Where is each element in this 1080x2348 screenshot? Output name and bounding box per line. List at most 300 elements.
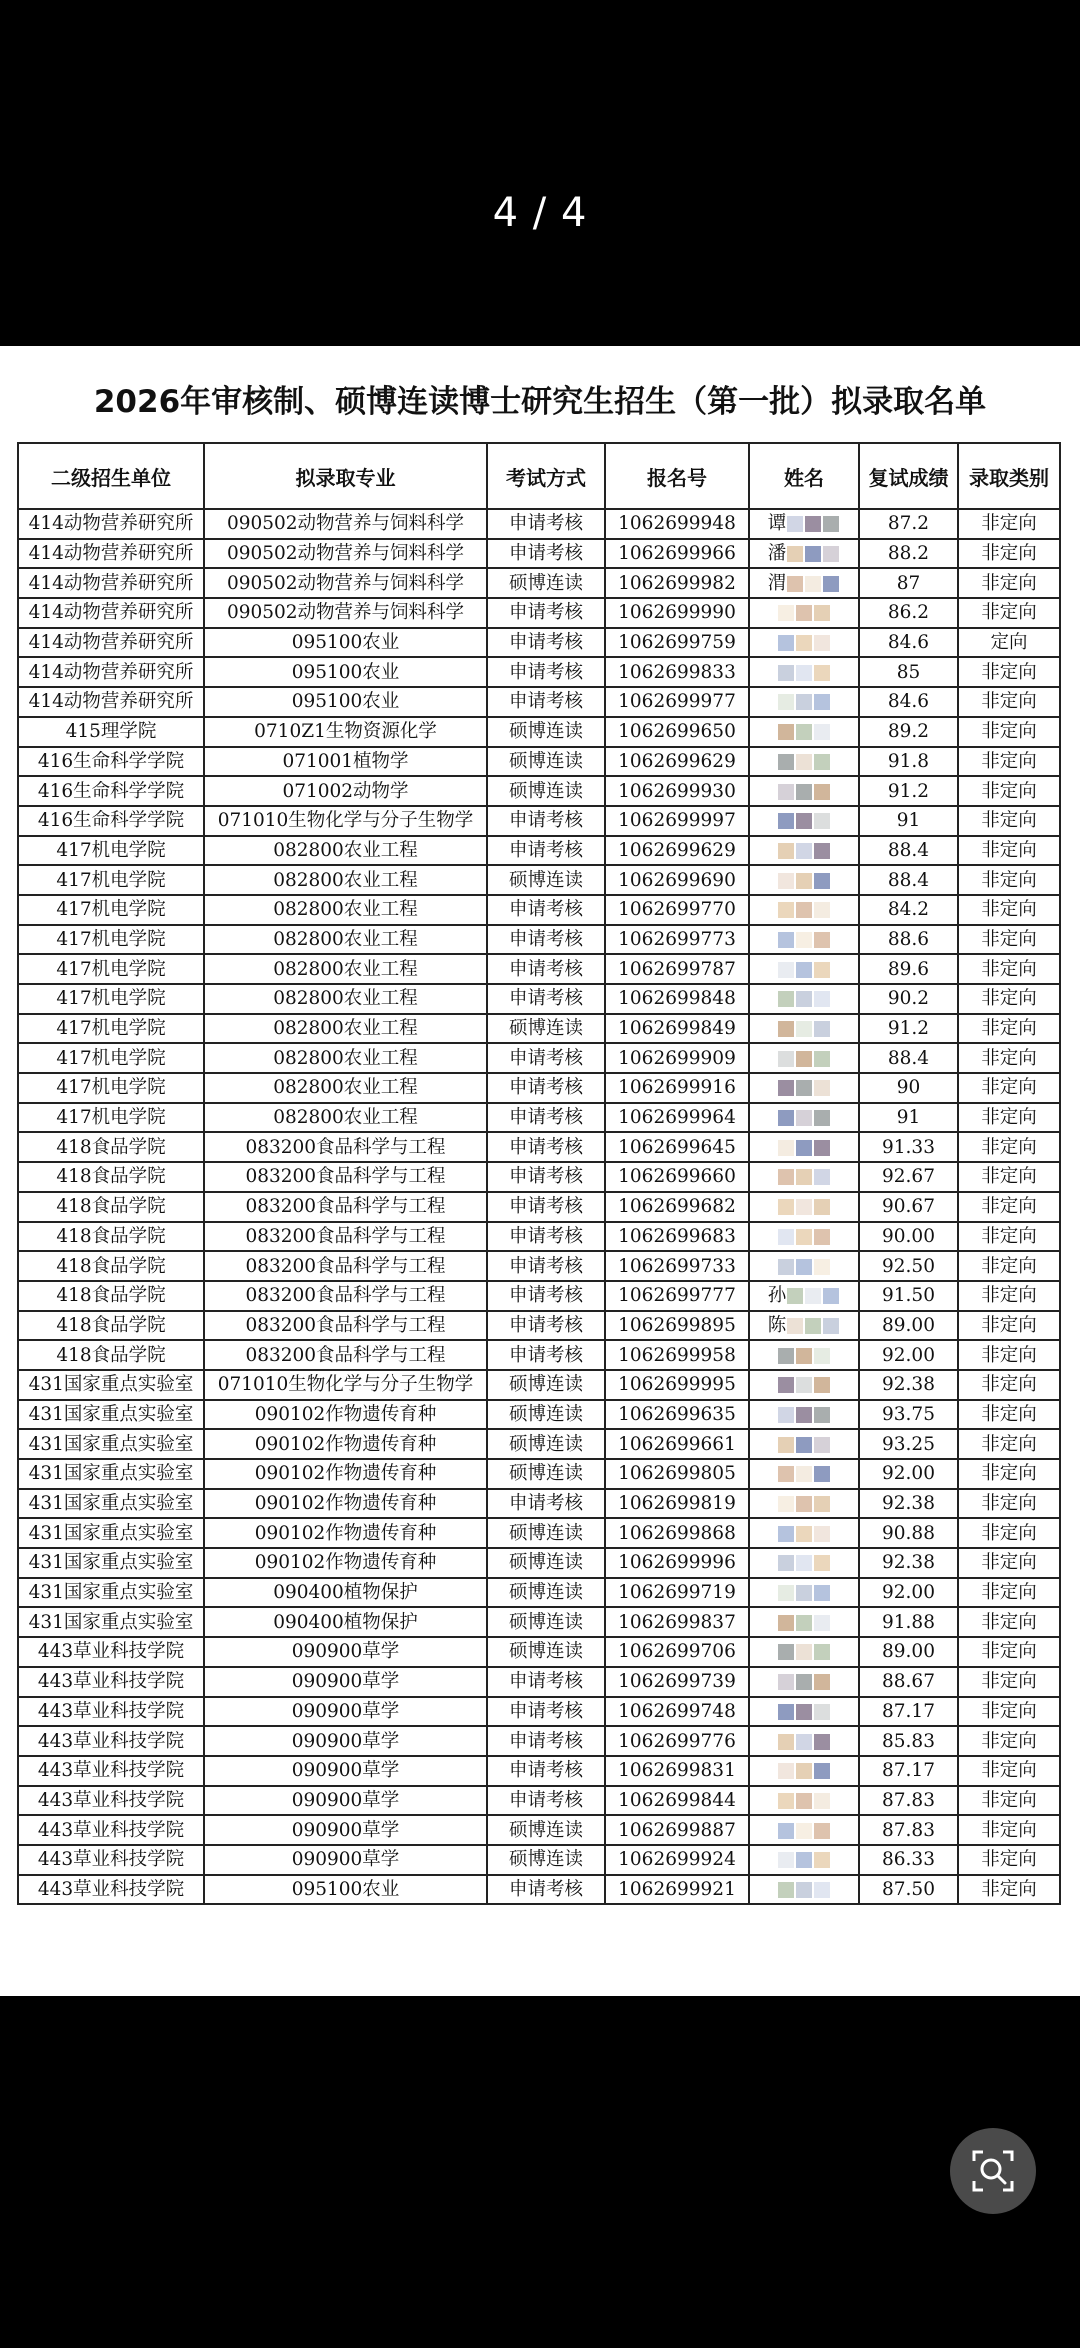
table-row xyxy=(18,806,1060,836)
cell-reg-no: 1062699650 xyxy=(605,717,749,747)
redaction-mosaic xyxy=(778,1051,794,1067)
cell-score: 91.2 xyxy=(859,1014,958,1044)
cell-name xyxy=(749,1103,859,1133)
redaction-mosaic xyxy=(823,546,839,562)
name-text: 渭 xyxy=(767,572,787,594)
cell-unit: 431国家重点实验室 xyxy=(18,1518,204,1548)
redaction-mosaic xyxy=(796,1348,812,1364)
cell-category: 非定向 xyxy=(958,1162,1060,1192)
cell-unit: 414动物营养研究所 xyxy=(18,539,204,569)
cell-unit: 418食品学院 xyxy=(18,1340,204,1370)
cell-unit: 418食品学院 xyxy=(18,1162,204,1192)
cell-category: 非定向 xyxy=(958,1192,1060,1222)
cell-name xyxy=(749,1726,859,1756)
redaction-mosaic xyxy=(814,1734,830,1750)
cell-category: 非定向 xyxy=(958,1459,1060,1489)
cell-exam-mode: 硕博连读 xyxy=(487,1548,605,1578)
table-row xyxy=(18,1786,1060,1816)
header-unit: 二级招生单位 xyxy=(18,443,204,509)
cell-name xyxy=(749,509,859,539)
table-row xyxy=(18,1607,1060,1637)
redaction-mosaic xyxy=(805,1288,821,1304)
cell-score: 84.6 xyxy=(859,628,958,658)
header-category: 录取类别 xyxy=(958,443,1060,509)
redaction-mosaic xyxy=(787,516,803,532)
redaction-mosaic xyxy=(796,1407,812,1423)
cell-category: 非定向 xyxy=(958,1251,1060,1281)
cell-major: 082800农业工程 xyxy=(204,895,487,925)
cell-name xyxy=(749,568,859,598)
cell-unit: 431国家重点实验室 xyxy=(18,1429,204,1459)
cell-score: 92.00 xyxy=(859,1459,958,1489)
cell-unit: 431国家重点实验室 xyxy=(18,1548,204,1578)
redaction-mosaic xyxy=(814,724,830,740)
redaction-mosaic xyxy=(814,1199,830,1215)
redaction-mosaic xyxy=(796,1615,812,1631)
cell-exam-mode: 申请考核 xyxy=(487,657,605,687)
header-major: 拟录取专业 xyxy=(204,443,487,509)
cell-score: 85 xyxy=(859,657,958,687)
redaction-mosaic xyxy=(814,902,830,918)
redaction-mosaic xyxy=(814,962,830,978)
page-counter: 4 / 4 xyxy=(492,190,588,236)
cell-name xyxy=(749,1429,859,1459)
redaction-mosaic xyxy=(796,873,812,889)
redaction-mosaic xyxy=(778,1644,794,1660)
redaction-mosaic xyxy=(778,813,794,829)
cell-name xyxy=(749,1311,859,1341)
redaction-mosaic xyxy=(778,1615,794,1631)
cell-exam-mode: 申请考核 xyxy=(487,1756,605,1786)
redaction-mosaic xyxy=(778,1021,794,1037)
redaction-mosaic xyxy=(796,1437,812,1453)
cell-reg-no: 1062699995 xyxy=(605,1370,749,1400)
cell-category: 非定向 xyxy=(958,747,1060,777)
cell-category: 非定向 xyxy=(958,954,1060,984)
cell-reg-no: 1062699690 xyxy=(605,865,749,895)
cell-reg-no: 1062699964 xyxy=(605,1103,749,1133)
cell-reg-no: 1062699629 xyxy=(605,747,749,777)
cell-category: 非定向 xyxy=(958,806,1060,836)
cell-category: 非定向 xyxy=(958,1697,1060,1727)
cell-reg-no: 1062699909 xyxy=(605,1043,749,1073)
cell-name xyxy=(749,1251,859,1281)
cell-exam-mode: 申请考核 xyxy=(487,806,605,836)
cell-exam-mode: 硕博连读 xyxy=(487,1370,605,1400)
cell-exam-mode: 申请考核 xyxy=(487,1281,605,1311)
cell-exam-mode: 硕博连读 xyxy=(487,1637,605,1667)
header-reg-no: 报名号 xyxy=(605,443,749,509)
redaction-mosaic xyxy=(796,1140,812,1156)
cell-reg-no: 1062699831 xyxy=(605,1756,749,1786)
table-row xyxy=(18,1103,1060,1133)
cell-name xyxy=(749,1637,859,1667)
cell-reg-no: 1062699990 xyxy=(605,598,749,628)
cell-score: 85.83 xyxy=(859,1726,958,1756)
cell-exam-mode: 申请考核 xyxy=(487,1875,605,1905)
cell-unit: 418食品学院 xyxy=(18,1281,204,1311)
cell-unit: 416生命科学学院 xyxy=(18,776,204,806)
cell-name xyxy=(749,895,859,925)
cell-unit: 443草业科技学院 xyxy=(18,1845,204,1875)
table-row xyxy=(18,1043,1060,1073)
table-row xyxy=(18,1251,1060,1281)
cell-unit: 414动物营养研究所 xyxy=(18,687,204,717)
cell-reg-no: 1062699683 xyxy=(605,1222,749,1252)
cell-category: 非定向 xyxy=(958,717,1060,747)
cell-exam-mode: 申请考核 xyxy=(487,598,605,628)
redaction-mosaic xyxy=(778,724,794,740)
cell-name xyxy=(749,865,859,895)
cell-reg-no: 1062699887 xyxy=(605,1815,749,1845)
redaction-mosaic xyxy=(814,1674,830,1690)
cell-major: 095100农业 xyxy=(204,657,487,687)
name-text: 陈 xyxy=(767,1314,787,1336)
cell-category: 非定向 xyxy=(958,1132,1060,1162)
cell-unit: 431国家重点实验室 xyxy=(18,1489,204,1519)
cell-score: 92.38 xyxy=(859,1370,958,1400)
cell-unit: 417机电学院 xyxy=(18,865,204,895)
redaction-mosaic xyxy=(814,1793,830,1809)
redaction-mosaic xyxy=(814,1080,830,1096)
table-row xyxy=(18,687,1060,717)
redaction-mosaic xyxy=(796,813,812,829)
cell-exam-mode: 硕博连读 xyxy=(487,776,605,806)
redaction-mosaic xyxy=(805,576,821,592)
cell-score: 91 xyxy=(859,806,958,836)
table-row xyxy=(18,1637,1060,1667)
redaction-mosaic xyxy=(814,813,830,829)
redaction-mosaic xyxy=(814,1466,830,1482)
cell-category: 非定向 xyxy=(958,1786,1060,1816)
table-row xyxy=(18,1875,1060,1905)
cell-unit: 431国家重点实验室 xyxy=(18,1607,204,1637)
cell-exam-mode: 硕博连读 xyxy=(487,1607,605,1637)
cell-reg-no: 1062699982 xyxy=(605,568,749,598)
cell-reg-no: 1062699849 xyxy=(605,1014,749,1044)
table-row xyxy=(18,1548,1060,1578)
table-row xyxy=(18,1459,1060,1489)
cell-score: 91.2 xyxy=(859,776,958,806)
redaction-mosaic xyxy=(814,754,830,770)
redaction-mosaic xyxy=(778,1734,794,1750)
cell-reg-no: 1062699661 xyxy=(605,1429,749,1459)
cell-score: 84.2 xyxy=(859,895,958,925)
cell-category: 非定向 xyxy=(958,657,1060,687)
cell-exam-mode: 申请考核 xyxy=(487,1251,605,1281)
cell-major: 0710Z1生物资源化学 xyxy=(204,717,487,747)
cell-category: 非定向 xyxy=(958,1043,1060,1073)
cell-exam-mode: 硕博连读 xyxy=(487,1014,605,1044)
redaction-mosaic xyxy=(814,1526,830,1542)
cell-unit: 443草业科技学院 xyxy=(18,1786,204,1816)
cell-major: 090102作物遗传育种 xyxy=(204,1548,487,1578)
cell-major: 082800农业工程 xyxy=(204,954,487,984)
cell-score: 88.4 xyxy=(859,836,958,866)
table-row xyxy=(18,568,1060,598)
cell-category: 非定向 xyxy=(958,1726,1060,1756)
cell-reg-no: 1062699629 xyxy=(605,836,749,866)
cell-score: 87.2 xyxy=(859,509,958,539)
cell-score: 91.33 xyxy=(859,1132,958,1162)
cell-exam-mode: 申请考核 xyxy=(487,1340,605,1370)
table-row xyxy=(18,954,1060,984)
cell-name xyxy=(749,539,859,569)
cell-score: 93.25 xyxy=(859,1429,958,1459)
cell-unit: 443草业科技学院 xyxy=(18,1637,204,1667)
cell-score: 89.6 xyxy=(859,954,958,984)
cell-major: 090400植物保护 xyxy=(204,1578,487,1608)
cell-category: 非定向 xyxy=(958,1400,1060,1430)
cell-score: 90 xyxy=(859,1073,958,1103)
table-row xyxy=(18,1578,1060,1608)
redaction-mosaic xyxy=(796,1763,812,1779)
redaction-mosaic xyxy=(805,546,821,562)
redaction-mosaic xyxy=(778,1169,794,1185)
cell-name xyxy=(749,1281,859,1311)
cell-name xyxy=(749,954,859,984)
cell-category: 非定向 xyxy=(958,687,1060,717)
cell-score: 91 xyxy=(859,1103,958,1133)
cell-name xyxy=(749,717,859,747)
cell-major: 083200食品科学与工程 xyxy=(204,1222,487,1252)
cell-major: 071010生物化学与分子生物学 xyxy=(204,806,487,836)
redaction-mosaic xyxy=(778,665,794,681)
cell-category: 非定向 xyxy=(958,984,1060,1014)
cell-unit: 443草业科技学院 xyxy=(18,1875,204,1905)
cell-major: 090900草学 xyxy=(204,1637,487,1667)
redaction-mosaic xyxy=(796,1169,812,1185)
cell-unit: 418食品学院 xyxy=(18,1192,204,1222)
table-row xyxy=(18,1518,1060,1548)
redaction-mosaic xyxy=(814,1169,830,1185)
redaction-mosaic xyxy=(814,694,830,710)
cell-reg-no: 1062699837 xyxy=(605,1607,749,1637)
table-row xyxy=(18,1132,1060,1162)
cell-reg-no: 1062699805 xyxy=(605,1459,749,1489)
redaction-mosaic xyxy=(814,932,830,948)
cell-score: 86.2 xyxy=(859,598,958,628)
cell-reg-no: 1062699895 xyxy=(605,1311,749,1341)
redaction-mosaic xyxy=(778,1437,794,1453)
cell-reg-no: 1062699770 xyxy=(605,895,749,925)
document-title: 2026年审核制、硕博连读博士研究生招生（第一批）拟录取名单 xyxy=(93,384,987,420)
redaction-mosaic xyxy=(814,1644,830,1660)
cell-exam-mode: 申请考核 xyxy=(487,539,605,569)
redaction-mosaic xyxy=(814,1496,830,1512)
image-search-button[interactable] xyxy=(950,2128,1036,2214)
cell-category: 非定向 xyxy=(958,509,1060,539)
cell-score: 86.33 xyxy=(859,1845,958,1875)
cell-name xyxy=(749,1489,859,1519)
cell-major: 083200食品科学与工程 xyxy=(204,1281,487,1311)
cell-exam-mode: 硕博连读 xyxy=(487,1429,605,1459)
table-row xyxy=(18,1222,1060,1252)
name-text: 孙 xyxy=(767,1285,787,1307)
redaction-mosaic xyxy=(778,1348,794,1364)
cell-unit: 417机电学院 xyxy=(18,1014,204,1044)
cell-category: 非定向 xyxy=(958,776,1060,806)
cell-unit: 443草业科技学院 xyxy=(18,1756,204,1786)
cell-exam-mode: 硕博连读 xyxy=(487,1518,605,1548)
cell-unit: 417机电学院 xyxy=(18,984,204,1014)
redaction-mosaic xyxy=(778,1140,794,1156)
cell-unit: 417机电学院 xyxy=(18,1043,204,1073)
cell-name xyxy=(749,1400,859,1430)
cell-unit: 417机电学院 xyxy=(18,954,204,984)
cell-reg-no: 1062699787 xyxy=(605,954,749,984)
table-row xyxy=(18,1162,1060,1192)
cell-unit: 414动物营养研究所 xyxy=(18,568,204,598)
redaction-mosaic xyxy=(814,1615,830,1631)
redaction-mosaic xyxy=(796,784,812,800)
cell-reg-no: 1062699833 xyxy=(605,657,749,687)
table-row xyxy=(18,1815,1060,1845)
cell-name xyxy=(749,1222,859,1252)
redaction-mosaic xyxy=(787,576,803,592)
cell-major: 090900草学 xyxy=(204,1667,487,1697)
redaction-mosaic xyxy=(814,1229,830,1245)
cell-category: 非定向 xyxy=(958,1222,1060,1252)
cell-exam-mode: 硕博连读 xyxy=(487,717,605,747)
cell-exam-mode: 申请考核 xyxy=(487,509,605,539)
table-row xyxy=(18,836,1060,866)
redaction-mosaic xyxy=(796,1377,812,1393)
cell-name xyxy=(749,1815,859,1845)
cell-major: 082800农业工程 xyxy=(204,1014,487,1044)
cell-category: 非定向 xyxy=(958,598,1060,628)
admission-table xyxy=(17,442,1061,1905)
cell-reg-no: 1062699748 xyxy=(605,1697,749,1727)
redaction-mosaic xyxy=(778,873,794,889)
redaction-mosaic xyxy=(778,902,794,918)
cell-major: 095100农业 xyxy=(204,1875,487,1905)
cell-unit: 416生命科学学院 xyxy=(18,747,204,777)
cell-major: 082800农业工程 xyxy=(204,984,487,1014)
cell-exam-mode: 硕博连读 xyxy=(487,865,605,895)
redaction-mosaic xyxy=(814,1704,830,1720)
cell-exam-mode: 申请考核 xyxy=(487,1786,605,1816)
cell-category: 非定向 xyxy=(958,1548,1060,1578)
redaction-mosaic xyxy=(796,724,812,740)
cell-category: 非定向 xyxy=(958,1281,1060,1311)
cell-major: 071002动物学 xyxy=(204,776,487,806)
redaction-mosaic xyxy=(778,1882,794,1898)
cell-major: 090900草学 xyxy=(204,1845,487,1875)
cell-reg-no: 1062699682 xyxy=(605,1192,749,1222)
redaction-mosaic xyxy=(814,843,830,859)
redaction-mosaic xyxy=(796,991,812,1007)
cell-category: 非定向 xyxy=(958,1875,1060,1905)
cell-name xyxy=(749,925,859,955)
redaction-mosaic xyxy=(778,932,794,948)
table-row xyxy=(18,1756,1060,1786)
cell-score: 87.17 xyxy=(859,1756,958,1786)
cell-category: 非定向 xyxy=(958,539,1060,569)
redaction-mosaic xyxy=(796,1080,812,1096)
cell-unit: 417机电学院 xyxy=(18,836,204,866)
redaction-mosaic xyxy=(814,1585,830,1601)
cell-unit: 418食品学院 xyxy=(18,1251,204,1281)
cell-exam-mode: 申请考核 xyxy=(487,1073,605,1103)
redaction-mosaic xyxy=(814,1763,830,1779)
redaction-mosaic xyxy=(814,1555,830,1571)
cell-reg-no: 1062699868 xyxy=(605,1518,749,1548)
cell-score: 90.00 xyxy=(859,1222,958,1252)
cell-exam-mode: 申请考核 xyxy=(487,1103,605,1133)
cell-reg-no: 1062699848 xyxy=(605,984,749,1014)
redaction-mosaic xyxy=(778,1823,794,1839)
cell-major: 082800农业工程 xyxy=(204,1103,487,1133)
cell-unit: 443草业科技学院 xyxy=(18,1726,204,1756)
cell-major: 090900草学 xyxy=(204,1726,487,1756)
cell-category: 非定向 xyxy=(958,1667,1060,1697)
cell-major: 090102作物遗传育种 xyxy=(204,1400,487,1430)
cell-category: 非定向 xyxy=(958,1311,1060,1341)
cell-name xyxy=(749,657,859,687)
redaction-mosaic xyxy=(814,1882,830,1898)
redaction-mosaic xyxy=(787,1288,803,1304)
cell-name xyxy=(749,1192,859,1222)
redaction-mosaic xyxy=(823,1318,839,1334)
redaction-mosaic xyxy=(778,1704,794,1720)
cell-name xyxy=(749,687,859,717)
cell-name xyxy=(749,1459,859,1489)
cell-name xyxy=(749,747,859,777)
redaction-mosaic xyxy=(778,1852,794,1868)
redaction-mosaic xyxy=(796,1496,812,1512)
cell-exam-mode: 申请考核 xyxy=(487,895,605,925)
cell-major: 083200食品科学与工程 xyxy=(204,1251,487,1281)
cell-category: 非定向 xyxy=(958,1073,1060,1103)
cell-score: 91.50 xyxy=(859,1281,958,1311)
redaction-mosaic xyxy=(796,1110,812,1126)
redaction-mosaic xyxy=(796,635,812,651)
cell-major: 090102作物遗传育种 xyxy=(204,1518,487,1548)
cell-unit: 431国家重点实验室 xyxy=(18,1459,204,1489)
cell-name xyxy=(749,1518,859,1548)
cell-name xyxy=(749,1786,859,1816)
cell-major: 090900草学 xyxy=(204,1815,487,1845)
cell-reg-no: 1062699996 xyxy=(605,1548,749,1578)
cell-major: 082800农业工程 xyxy=(204,865,487,895)
cell-name xyxy=(749,1370,859,1400)
header-score: 复试成绩 xyxy=(859,443,958,509)
table-row xyxy=(18,657,1060,687)
cell-major: 090502动物营养与饲料科学 xyxy=(204,568,487,598)
table-row xyxy=(18,776,1060,806)
cell-major: 095100农业 xyxy=(204,628,487,658)
cell-reg-no: 1062699773 xyxy=(605,925,749,955)
redaction-mosaic xyxy=(778,1199,794,1215)
cell-reg-no: 1062699921 xyxy=(605,1875,749,1905)
cell-category: 非定向 xyxy=(958,1340,1060,1370)
cell-score: 87 xyxy=(859,568,958,598)
cell-reg-no: 1062699844 xyxy=(605,1786,749,1816)
cell-category: 非定向 xyxy=(958,568,1060,598)
redaction-mosaic xyxy=(796,694,812,710)
redaction-mosaic xyxy=(796,843,812,859)
cell-major: 071010生物化学与分子生物学 xyxy=(204,1370,487,1400)
redaction-mosaic xyxy=(796,1466,812,1482)
redaction-mosaic xyxy=(778,1763,794,1779)
cell-name xyxy=(749,628,859,658)
cell-exam-mode: 申请考核 xyxy=(487,1489,605,1519)
cell-score: 92.38 xyxy=(859,1548,958,1578)
table-row xyxy=(18,747,1060,777)
cell-major: 071001植物学 xyxy=(204,747,487,777)
redaction-mosaic xyxy=(778,1585,794,1601)
